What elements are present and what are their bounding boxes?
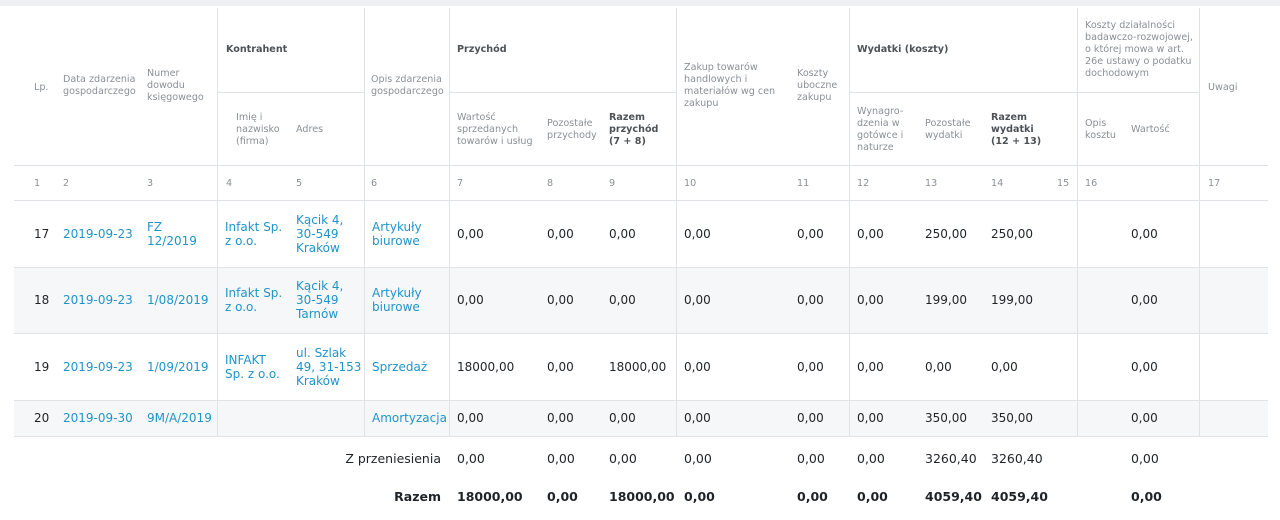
column-number: 4: [226, 178, 233, 189]
header-data-zdarzenia: Data zdarzenia gospodarczego: [63, 74, 136, 97]
header-przychod: Przychód: [457, 44, 507, 55]
razem-label: Razem: [394, 489, 441, 504]
cell-c9: 18000,00: [609, 360, 667, 374]
cell-c12: 0,00: [857, 360, 884, 374]
column-number: 8: [547, 178, 554, 189]
cell-c13: 0,00: [925, 360, 952, 374]
cell-data[interactable]: 2019-09-23: [63, 293, 133, 307]
top-bar: [0, 0, 1280, 6]
cell-c7: 18000,00: [457, 360, 515, 374]
cell-opis[interactable]: Artykuły biurowe: [372, 220, 422, 248]
column-number: 17: [1208, 178, 1221, 189]
cell-data[interactable]: 2019-09-23: [63, 227, 133, 241]
cell-c7: 0,00: [457, 227, 484, 241]
cell-numer[interactable]: 1/08/2019: [147, 293, 209, 307]
col-line: [217, 8, 218, 436]
column-number: 7: [457, 178, 464, 189]
cell-c9: 0,00: [609, 293, 636, 307]
col-line: [849, 8, 850, 436]
row-line: [14, 267, 1268, 268]
cell-c10: 0,00: [684, 293, 711, 307]
cell-numer[interactable]: 1/09/2019: [147, 360, 209, 374]
cell-c9: 0,00: [609, 411, 636, 425]
cell-c12: 0,00: [857, 411, 884, 425]
z-przeniesienia-c10: 0,00: [684, 451, 712, 466]
cell-data[interactable]: 2019-09-23: [63, 360, 133, 374]
column-number: 10: [684, 178, 697, 189]
header-pozostale-przychody: Pozostałe przychody: [547, 118, 597, 141]
cell-c10: 0,00: [684, 227, 711, 241]
razem-c14: 4059,40: [991, 489, 1048, 504]
group-line-kontrahent: [218, 92, 364, 93]
razem-c8: 0,00: [547, 489, 578, 504]
z-przeniesienia-c7: 0,00: [457, 451, 485, 466]
column-number: 3: [147, 178, 154, 189]
header-opis-kosztu: Opis kosztu: [1085, 118, 1116, 141]
cell-c9: 0,00: [609, 227, 636, 241]
group-line-koszty-br: [1077, 92, 1199, 93]
header-wartosc: Wartość: [1131, 124, 1170, 135]
header-wynagrodzenia: Wynagro- dzenia w gotówce i naturze: [857, 106, 904, 153]
header-imie-nazwisko: Imię i nazwisko (firma): [236, 112, 280, 147]
column-number: 1: [34, 178, 41, 189]
table-bottom-line: [14, 436, 1268, 437]
header-adres: Adres: [296, 124, 324, 135]
cell-lp: 19: [34, 360, 50, 374]
header-wartosc-sprzedanych: Wartość sprzedanych towarów i usług: [457, 112, 533, 147]
cell-c7: 0,00: [457, 293, 484, 307]
z-przeniesienia-label: Z przeniesienia: [345, 451, 441, 466]
razem-c13: 4059,40: [925, 489, 982, 504]
razem-c12: 0,00: [857, 489, 888, 504]
header-koszty-uboczne: Koszty uboczne zakupu: [797, 68, 838, 103]
cell-adres[interactable]: Kącik 4, 30-549 Tarnów: [296, 279, 344, 321]
cell-c14: 350,00: [991, 411, 1033, 425]
header-wydatki: Wydatki (koszty): [857, 44, 949, 55]
cell-c12: 0,00: [857, 227, 884, 241]
row-line: [14, 333, 1268, 334]
cell-adres[interactable]: Kącik 4, 30-549 Kraków: [296, 213, 344, 255]
cell-c11: 0,00: [797, 293, 824, 307]
cell-kontrahent[interactable]: Infakt Sp. z o.o.: [225, 286, 283, 314]
header-koszty-br: Koszty działalności badawczo-rozwojowej, o której mowa w art. 26e ustawy o podatku dochodowym: [1085, 20, 1193, 79]
cell-c10: 0,00: [684, 360, 711, 374]
cell-opis[interactable]: Sprzedaż: [372, 360, 428, 374]
column-number: 5: [296, 178, 303, 189]
cell-c13: 350,00: [925, 411, 967, 425]
z-przeniesienia-c11: 0,00: [797, 451, 825, 466]
column-number: 9: [609, 178, 616, 189]
z-przeniesienia-c14: 3260,40: [991, 451, 1043, 466]
group-line-wydatki: [849, 92, 1077, 93]
cell-c8: 0,00: [547, 293, 574, 307]
header-razem-wydatki: Razem wydatki (12 + 13): [991, 112, 1042, 147]
col-line: [1199, 8, 1200, 436]
razem-c10: 0,00: [684, 489, 715, 504]
group-line-przychod: [449, 92, 676, 93]
cell-numer[interactable]: FZ 12/2019: [147, 220, 197, 248]
column-number: 13: [925, 178, 938, 189]
cell-c13: 250,00: [925, 227, 967, 241]
header-pozostale-wydatki: Pozostałe wydatki: [925, 118, 971, 141]
cell-numer[interactable]: 9M/A/2019: [147, 411, 212, 425]
z-przeniesienia-c12: 0,00: [857, 451, 885, 466]
header-numer-dowodu: Numer dowodu księgowego: [147, 68, 204, 103]
razem-c7: 18000,00: [457, 489, 523, 504]
column-number: 2: [63, 178, 70, 189]
cell-data[interactable]: 2019-09-30: [63, 411, 133, 425]
cell-c11: 0,00: [797, 360, 824, 374]
cell-c7: 0,00: [457, 411, 484, 425]
column-number: 16: [1085, 178, 1098, 189]
cell-c12: 0,00: [857, 293, 884, 307]
column-number: 14: [991, 178, 1004, 189]
cell-c8: 0,00: [547, 411, 574, 425]
cell-c8: 0,00: [547, 227, 574, 241]
cell-lp: 17: [34, 227, 50, 241]
cell-lp: 18: [34, 293, 50, 307]
cell-c14: 250,00: [991, 227, 1033, 241]
header-uwagi: Uwagi: [1208, 82, 1238, 93]
z-przeniesienia-c8: 0,00: [547, 451, 575, 466]
col-line: [1077, 8, 1078, 436]
z-przeniesienia-c16: 0,00: [1131, 451, 1159, 466]
cell-kontrahent[interactable]: Infakt Sp. z o.o.: [225, 220, 283, 248]
razem-c11: 0,00: [797, 489, 828, 504]
cell-lp: 20: [34, 411, 50, 425]
column-number: 12: [857, 178, 870, 189]
colnum-bottom-line: [14, 200, 1268, 201]
cell-c8: 0,00: [547, 360, 574, 374]
header-opis-zdarzenia: Opis zdarzenia gospodarczego: [371, 74, 444, 97]
col-line: [449, 8, 450, 436]
cell-c10: 0,00: [684, 411, 711, 425]
razem-c9: 18000,00: [609, 489, 675, 504]
cell-c14: 0,00: [991, 360, 1018, 374]
col-line: [364, 8, 365, 436]
z-przeniesienia-c9: 0,00: [609, 451, 637, 466]
header-kontrahent: Kontrahent: [226, 44, 288, 55]
header-lp: Lp.: [34, 82, 49, 93]
column-number: 11: [797, 178, 810, 189]
row-line: [14, 400, 1268, 401]
z-przeniesienia-c13: 3260,40: [925, 451, 977, 466]
cell-c13: 199,00: [925, 293, 967, 307]
header-razem-przychod: Razem przychód (7 + 8): [609, 112, 659, 147]
cell-c16: 0,00: [1131, 411, 1158, 425]
cell-opis[interactable]: Amortyzacja: [372, 411, 447, 425]
column-number: 15: [1057, 178, 1070, 189]
header-bottom-line: [14, 165, 1268, 166]
cell-c16: 0,00: [1131, 293, 1158, 307]
header-zakup-towarow: Zakup towarów handlowych i materiałów wg cen zakupu: [684, 62, 776, 109]
column-number: 6: [371, 178, 378, 189]
cell-adres[interactable]: ul. Szlak 49, 31-153 Kraków: [296, 346, 362, 388]
cell-opis[interactable]: Artykuły biurowe: [372, 286, 422, 314]
cell-c14: 199,00: [991, 293, 1033, 307]
cell-c16: 0,00: [1131, 227, 1158, 241]
razem-c16: 0,00: [1131, 489, 1162, 504]
cell-kontrahent[interactable]: INFAKT Sp. z o.o.: [225, 353, 280, 381]
cell-c11: 0,00: [797, 411, 824, 425]
col-line: [676, 8, 677, 436]
cell-c11: 0,00: [797, 227, 824, 241]
cell-c16: 0,00: [1131, 360, 1158, 374]
